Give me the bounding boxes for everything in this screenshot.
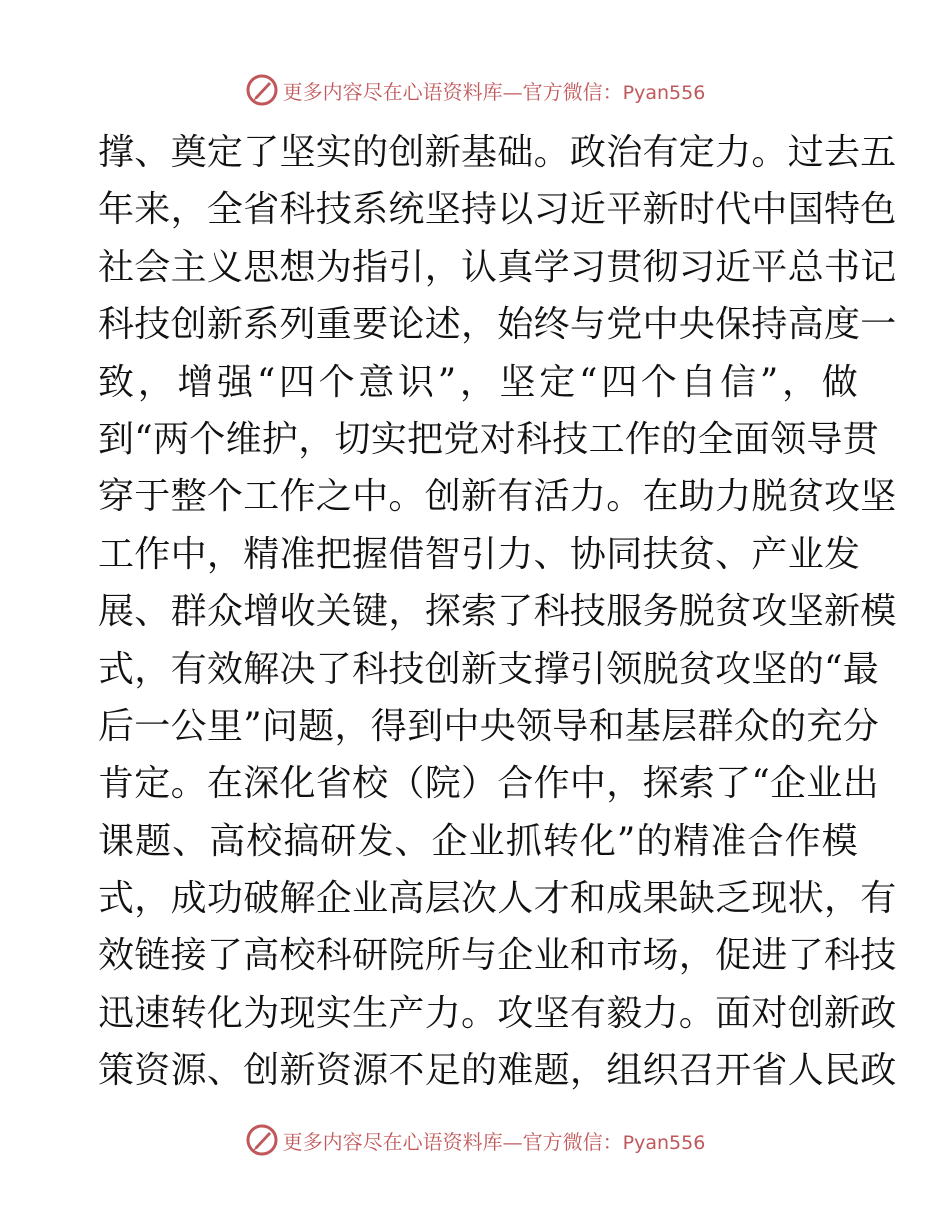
header-banner-text: 更多内容尽在心语资料库—官方微信：Pyan556 (282, 79, 706, 104)
body-line-12: 肯定。在深化省校（院）合作中，探索了“企业出 (98, 763, 880, 805)
body-line-14: 式，成功破解企业高层次人才和成果缺乏现状，有 (98, 878, 897, 920)
footer-banner (0, 1120, 950, 1160)
body-line-11: 后一公里”问题，得到中央领导和基层群众的充分 (98, 705, 880, 747)
body-line-16: 迅速转化为现实生产力。攻坚有毅力。面对创新政 (98, 992, 897, 1034)
header-wechat-handle: Pyan556 (622, 81, 706, 104)
body-line-4: 科技创新系列重要论述，始终与党中央保持高度一 (98, 304, 897, 346)
body-line-7: 穿于整个工作之中。创新有活力。在助力脱贫攻坚 (98, 476, 897, 518)
footer-wechat-handle: Pyan556 (622, 1131, 706, 1154)
document-body (98, 124, 897, 1100)
quill-logo-icon (245, 1123, 279, 1157)
quill-logo-icon (245, 73, 279, 107)
body-line-13: 课题、高校搞研发、企业抓转化”的精准合作模 (98, 820, 858, 862)
footer-banner-text: 更多内容尽在心语资料库—官方微信：Pyan556 (282, 1129, 706, 1154)
body-line-15: 效链接了高校科研院所与企业和市场，促进了科技 (98, 935, 897, 977)
body-line-1: 撑、奠定了坚实的创新基础。政治有定力。过去五 (98, 132, 897, 173)
body-line-9: 展、群众增收关键，探索了科技服务脱贫攻坚新模 (98, 591, 897, 633)
body-line-17: 策资源、创新资源不足的难题，组织召开省人民政 (98, 1050, 897, 1092)
body-line-3: 社会主义思想为指引，认真学习贯彻习近平总书记 (98, 246, 897, 288)
body-line-8: 工作中，精准把握借智引力、协同扶贫、产业发 (98, 533, 861, 575)
body-line-5: 致，增强“四个意识”，坚定“四个自信”，做 (98, 361, 858, 403)
body-line-10: 式，有效解决了科技创新支撑引领脱贫攻坚的“最 (98, 648, 880, 690)
header-banner (0, 70, 950, 110)
body-line-6: 到“两个维护，切实把党对科技工作的全面领导贯 (98, 418, 880, 460)
body-line-2: 年来，全省科技系统坚持以习近平新时代中国特色 (98, 189, 897, 231)
